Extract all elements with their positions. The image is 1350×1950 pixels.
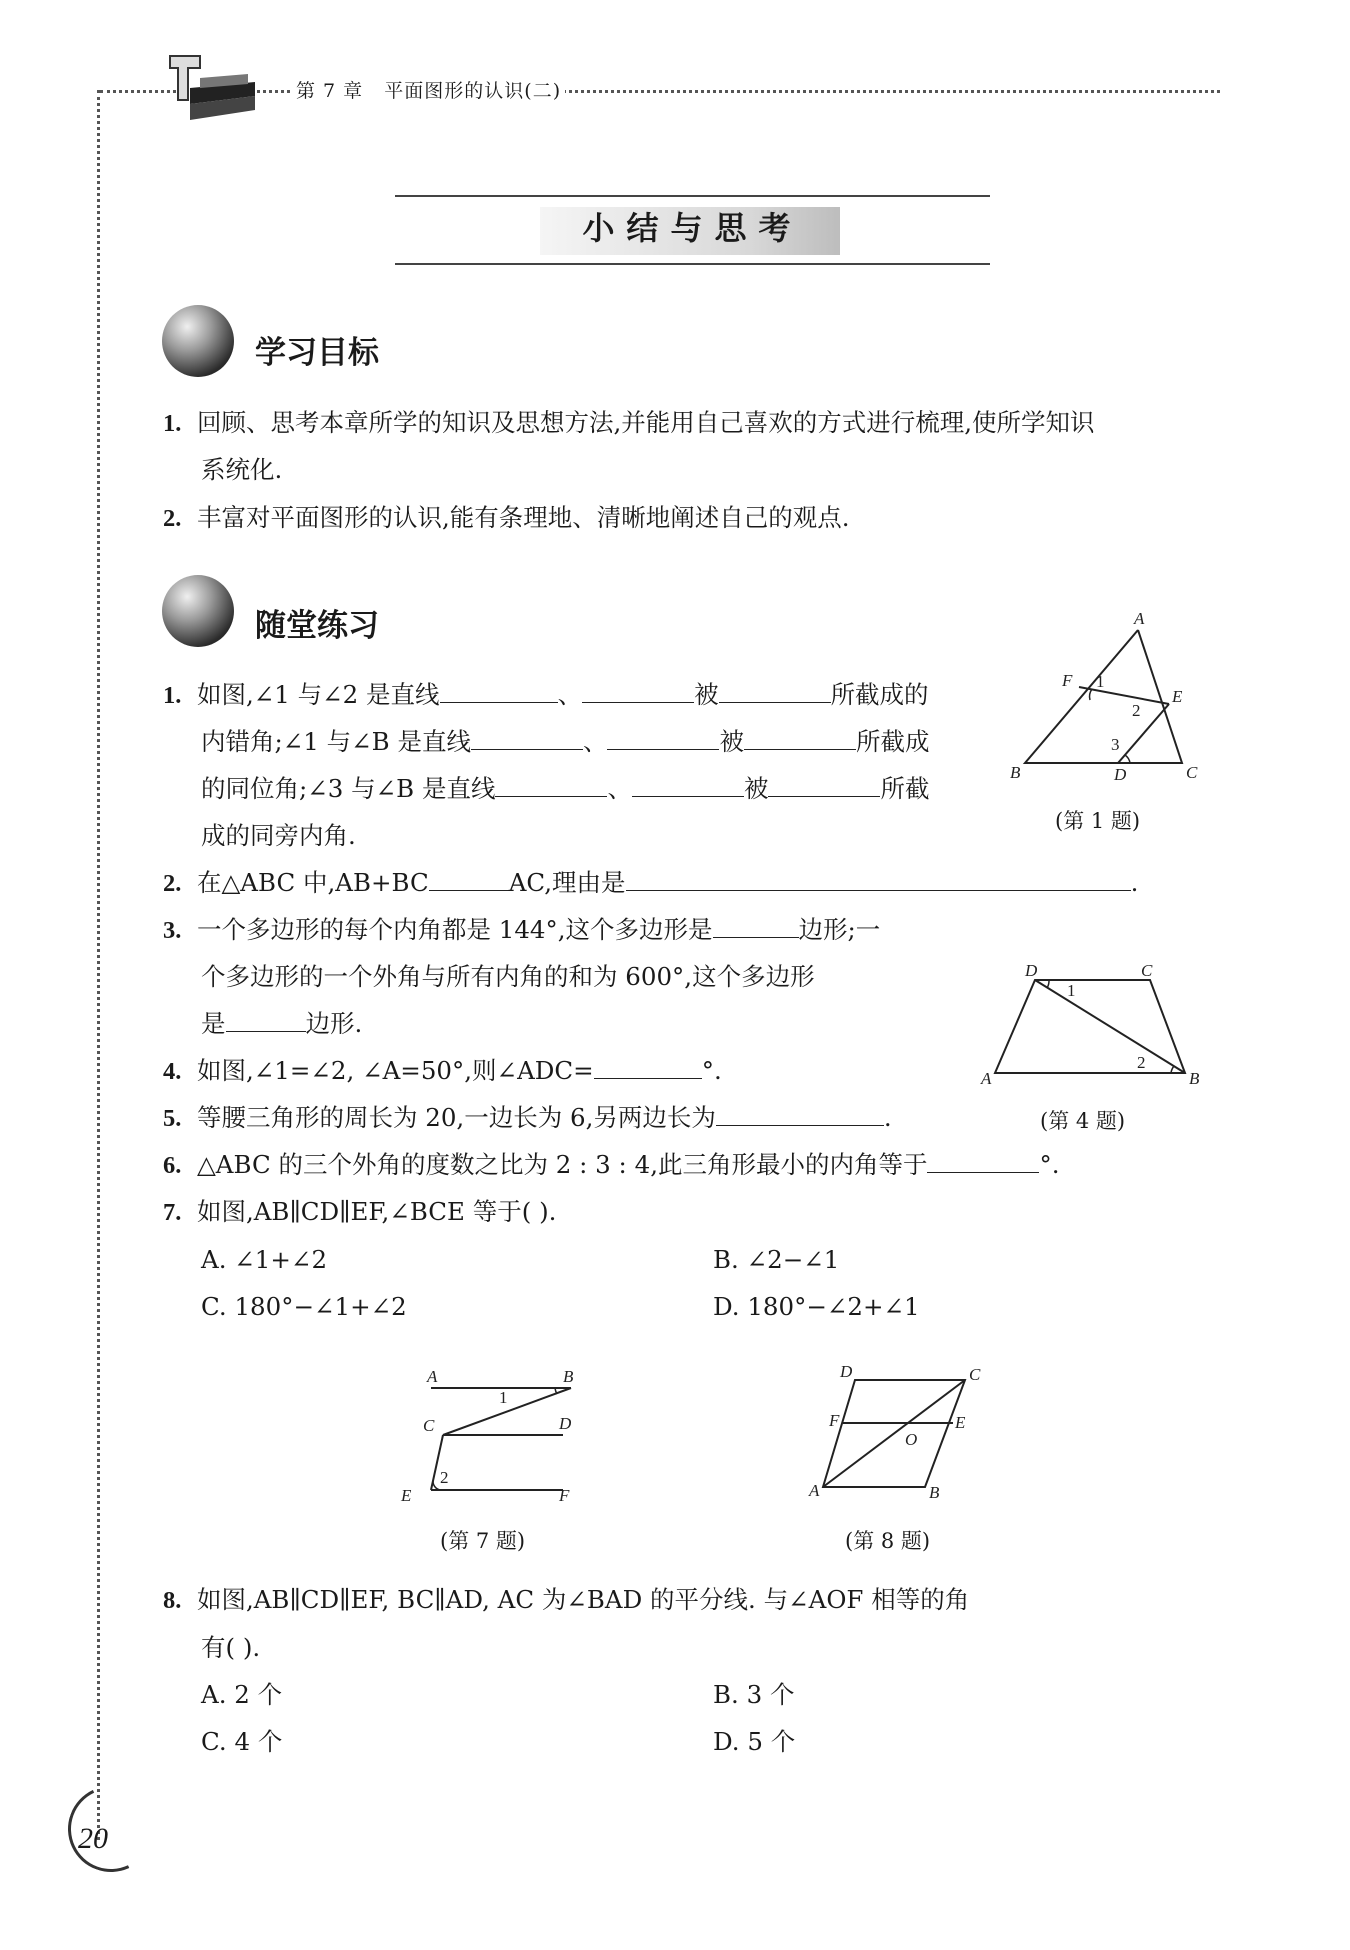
figure-1-caption: (第 1 题) [1055, 809, 1141, 833]
question-3: 3. 一个多边形的每个内角都是 144°,这个多边形是 边形;一 [163, 915, 881, 944]
figure-7-parallel-lines [395, 1365, 595, 1505]
page-border-left [97, 90, 100, 1840]
figure-7-caption: (第 7 题) [440, 1529, 526, 1553]
question-2: 2. 在△ABC 中,AB+BC AC,理由是 . [163, 868, 1139, 897]
svg-text:B: B [1010, 763, 1021, 782]
svg-text:C: C [1141, 961, 1153, 980]
answer-blank[interactable] [429, 868, 509, 891]
answer-blank[interactable] [582, 680, 694, 703]
svg-text:C: C [423, 1416, 435, 1435]
answer-blank[interactable] [768, 774, 880, 797]
answer-blank[interactable] [495, 774, 607, 797]
svg-text:B: B [929, 1483, 940, 1500]
question-3-line3: 是 边形. [201, 1009, 363, 1038]
svg-text:1: 1 [499, 1388, 508, 1407]
svg-text:B: B [1189, 1069, 1200, 1088]
answer-blank[interactable] [471, 727, 583, 750]
book-logo-icon [160, 48, 260, 124]
answer-blank[interactable] [440, 680, 558, 703]
answer-blank[interactable] [927, 1150, 1039, 1173]
figure-1-triangle [1010, 610, 1210, 790]
answer-blank[interactable] [607, 727, 719, 750]
answer-blank[interactable] [594, 1056, 702, 1079]
figure-8-parallelogram [805, 1360, 1005, 1500]
q8-option-a[interactable]: A. 2 个 [201, 1680, 283, 1709]
answer-blank[interactable] [632, 774, 744, 797]
svg-text:1: 1 [1067, 981, 1076, 1000]
svg-text:D: D [559, 1414, 572, 1433]
svg-text:E: E [1172, 687, 1183, 706]
answer-blank[interactable] [226, 1009, 306, 1032]
answer-blank[interactable] [719, 680, 831, 703]
question-8-line2: 有( ). [201, 1633, 261, 1662]
answer-blank[interactable] [744, 727, 856, 750]
q7-option-d[interactable]: D. 180°−∠2+∠1 [713, 1292, 920, 1321]
svg-text:3: 3 [1111, 735, 1120, 754]
page-number: 20 [78, 1822, 108, 1855]
q7-option-a[interactable]: A. ∠1+∠2 [201, 1245, 328, 1274]
question-3-line2: 个多边形的一个外角与所有内角的和为 600°,这个多边形 [201, 962, 815, 991]
svg-text:E: E [401, 1486, 412, 1505]
q7-option-b[interactable]: B. ∠2−∠1 [713, 1245, 840, 1274]
svg-text:A: A [1134, 610, 1145, 628]
answer-blank[interactable] [626, 868, 1131, 891]
q8-option-d[interactable]: D. 5 个 [713, 1727, 796, 1756]
svg-text:F: F [829, 1411, 840, 1430]
svg-text:D: D [1025, 961, 1038, 980]
page-number-circle [56, 1774, 166, 1884]
answer-blank[interactable] [713, 915, 799, 938]
figure-4-caption: (第 4 题) [1040, 1109, 1126, 1133]
question-1-line4: 成的同旁内角. [201, 821, 356, 850]
svg-text:O: O [905, 1430, 918, 1449]
question-6: 6. △ABC 的三个外角的度数之比为 2 : 3 : 4,此三角形最小的内角等于 °. [163, 1150, 1060, 1179]
question-5: 5. 等腰三角形的周长为 20,一边长为 6,另两边长为 . [163, 1103, 892, 1132]
svg-text:F: F [1062, 671, 1073, 690]
question-4: 4. 如图,∠1=∠2, ∠A=50°,则∠ADC= °. [163, 1056, 722, 1085]
svg-text:A: A [427, 1367, 438, 1386]
figure-4-trapezoid [975, 960, 1205, 1090]
svg-text:E: E [955, 1413, 966, 1432]
section-title-practice: 随堂练习 [255, 608, 379, 644]
svg-text:C: C [1186, 763, 1198, 782]
figure-8-caption: (第 8 题) [845, 1529, 931, 1553]
svg-text:2: 2 [1137, 1053, 1146, 1072]
question-1-line3: 的同位角;∠3 与∠B 是直线 、 被 所截 [201, 774, 930, 803]
globe-icon [162, 305, 234, 377]
svg-text:B: B [563, 1367, 574, 1386]
goal-item-2: 2. 丰富对平面图形的认识,能有条理地、清晰地阐述自己的观点. [163, 503, 850, 532]
q7-option-c[interactable]: C. 180°−∠1+∠2 [201, 1292, 407, 1321]
goal-item-1-cont: 系统化. [201, 455, 283, 484]
page-title: 小结与思考 [582, 209, 803, 247]
q8-option-c[interactable]: C. 4 个 [201, 1727, 283, 1756]
svg-text:1: 1 [1096, 672, 1105, 691]
question-7: 7. 如图,AB∥CD∥EF,∠BCE 等于( ). [163, 1197, 557, 1226]
q8-option-b[interactable]: B. 3 个 [713, 1680, 795, 1709]
svg-text:A: A [809, 1481, 820, 1500]
question-1-line2: 内错角;∠1 与∠B 是直线 、 被 所截成 [201, 727, 930, 756]
page-title-banner [395, 195, 990, 265]
question-8: 8. 如图,AB∥CD∥EF, BC∥AD, AC 为∠BAD 的平分线. 与∠AOF 相等的角 [163, 1585, 970, 1614]
question-1: 1. 如图,∠1 与∠2 是直线 、 被 所截成的 [163, 680, 929, 709]
running-header: 第 7 章 平面图形的认识(二) [292, 76, 565, 103]
section-title-learning-goals: 学习目标 [255, 335, 379, 371]
svg-text:D: D [1114, 765, 1127, 784]
answer-blank[interactable] [716, 1103, 884, 1126]
page-border-top [100, 90, 1220, 93]
svg-text:D: D [840, 1362, 853, 1381]
svg-text:2: 2 [1132, 701, 1141, 720]
svg-text:2: 2 [440, 1468, 449, 1487]
svg-text:C: C [969, 1365, 981, 1384]
globe-icon [162, 575, 234, 647]
svg-text:A: A [981, 1069, 992, 1088]
svg-text:F: F [559, 1486, 570, 1505]
goal-item-1: 1. 回顾、思考本章所学的知识及思想方法,并能用自己喜欢的方式进行梳理,使所学知识 [163, 408, 1095, 437]
